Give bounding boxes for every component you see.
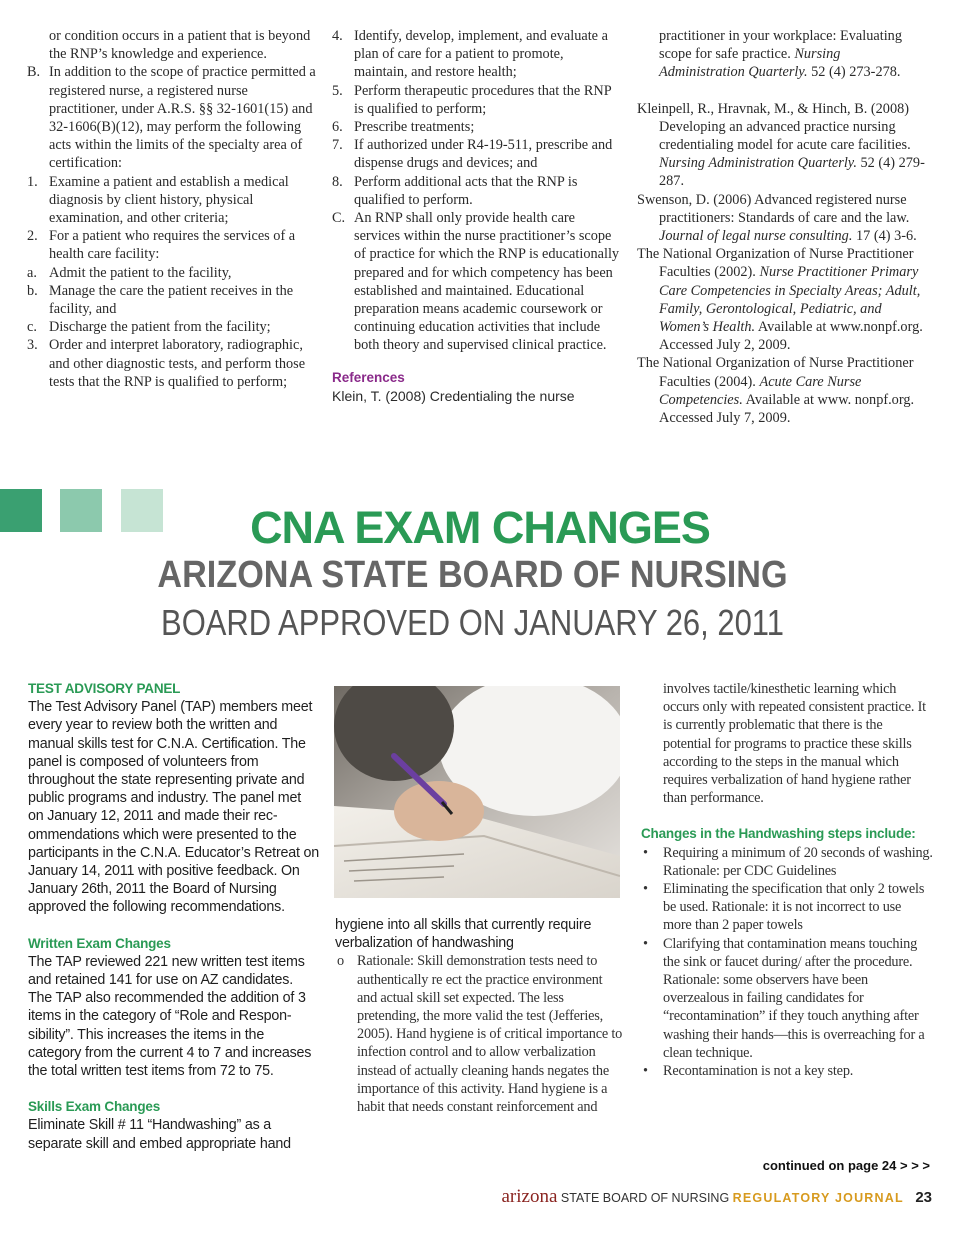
bullet-text: Eliminating the specification that only 2 towels be used. Rationale: it is not incorrect to use more than 2 paper towels (663, 881, 925, 934)
top-column-1 (27, 27, 317, 391)
list-item (27, 282, 317, 318)
top-column-3 (637, 27, 929, 427)
bullet-icon: • (643, 881, 648, 898)
list-item (27, 63, 317, 172)
list-text: Admit the patient to the facility, (49, 264, 232, 281)
list-text: Examine a patient and establish a medical diagnosis by client history, physical examination, and other criteria; (49, 173, 289, 227)
article-title: CNA EXAM CHANGES (250, 502, 710, 553)
list-marker: 5. (332, 82, 343, 99)
list-marker: B. (27, 64, 41, 81)
list-text: Manage the care the patient receives in the facility, and (49, 282, 294, 318)
list-item (27, 264, 317, 282)
tap-paragraph: The Test Advisory Panel (TAP) members meet every year to review both the written and manual skills test for C.N.A. Certification. The panel is composed of volunteers from throughout the state representing private and public programs and industry. The panel met on January 12, 2011 and made their rec-ommendations which were presented to the participants in the C.N.A. Educator’s Retreat on January 14, 2011 with positive feedback. On January 26th, 2011 the Board of Nursing approved the following recommendations. (28, 699, 320, 916)
references-heading: References (332, 369, 405, 385)
article-subtitle: ARIZONA STATE BOARD OF NURSING (157, 554, 788, 596)
list-item (27, 173, 317, 228)
continued-link[interactable]: continued on page 24 > > > (762, 1158, 930, 1173)
footer-journal: REGULATORY JOURNAL (732, 1191, 904, 1205)
list-marker: 7. (332, 137, 343, 154)
list-text: For a patient who requires the services of a health care facility: (49, 228, 296, 263)
tap-heading: TEST ADVISORY PANEL (28, 681, 181, 696)
skills-exam-heading: Skills Exam Changes (28, 1099, 161, 1115)
list-text: Prescribe treatments; (354, 119, 475, 136)
article-column-1 (28, 680, 320, 1153)
rationale-marker: o (337, 953, 344, 970)
list-item (332, 27, 620, 82)
tactile-learning-paragraph: involves tactile/kinesthetic learning which occurs only with repeated consistent practice. It is currently problematic that there is the potential for programs to practice these skills according to the steps in the manual which requires verbalization of hand hygiene rather than performance. (663, 681, 926, 807)
handwashing-heading: Changes in the Handwashing steps include: (641, 826, 916, 842)
list-text: or condition occurs in a patient that is beyond the RNP’s knowledge and experience. (49, 28, 311, 63)
bullet-icon: • (643, 935, 648, 952)
top-column-2 (332, 27, 620, 405)
page-number: 23 (915, 1189, 932, 1206)
handwashing-bullet (641, 1062, 933, 1080)
rationale-item (335, 952, 625, 1116)
list-marker: 8. (332, 173, 343, 190)
list-marker: 3. (27, 337, 38, 354)
list-marker: c. (27, 319, 37, 336)
handwashing-bullet (641, 935, 933, 1062)
ref-klein-line1: Klein, T. (2008) Credentialing the nurse (332, 387, 575, 404)
hand-hygiene-paragraph: hygiene into all skills that currently require verbalization of handwashing (335, 917, 592, 952)
bullet-icon: • (643, 1063, 648, 1080)
list-text: Perform additional acts that the RNP is qualified to perform. (354, 173, 578, 208)
ref-nonpf-2004: The National Organization of Nurse Practitioner Faculties (2004). Acute Care Nurse Competencies. Available at www. nonpf.org. Accessed July 7, 2009. (637, 355, 915, 427)
list-text: Identify, develop, implement, and evaluate a plan of care for a patient to promote, maintain, and restore health; (354, 28, 608, 81)
list-item (332, 82, 620, 118)
list-text: If authorized under R4-19-511, prescribe and dispense drugs and devices; and (354, 137, 613, 172)
list-item (332, 118, 620, 136)
list-marker: 2. (27, 228, 38, 245)
ref-klein-cont: practitioner in your workplace: Evaluating scope for safe practice. Nursing Administration Quarterly. 52 (4) 273-278. (659, 28, 902, 81)
list-text: Discharge the patient from the facility; (49, 319, 271, 336)
article-approved-date: BOARD APPROVED ON JANUARY 26, 2011 (161, 602, 784, 643)
list-item (332, 136, 620, 172)
ref-nonpf-2002: The National Organization of Nurse Practitioner Faculties (2002). Nurse Practitioner Primary Care Competencies in Specialty Areas; Adult, Family, Gerontological, Pediatric, and Women’s Health. Available at www.nonpf.org. Accessed July 2, 2009. (637, 246, 923, 354)
article-column-2 (335, 916, 625, 1116)
list-item (332, 173, 620, 209)
bullet-text: Clarifying that contamination means touching the sink or faucet during/ after the procedure. Rationale: some observers have been overzealous in failing candidates for “recontamination” if they touch anything after washing their hands—this is overreaching for a clean technique. (663, 935, 925, 1061)
footer-org: STATE BOARD OF NURSING (560, 1191, 730, 1205)
list-marker: b. (27, 282, 38, 299)
list-item (27, 336, 317, 391)
handwashing-bullet (641, 880, 933, 935)
handwashing-bullets (641, 844, 933, 1081)
page-footer (501, 1186, 932, 1208)
students-writing-photo (334, 686, 620, 898)
bullet-text: Recontamination is not a key step. (663, 1063, 854, 1080)
list-marker: 1. (27, 173, 38, 190)
list-item (27, 318, 317, 336)
bullet-text: Requiring a minimum of 20 seconds of washing. Rationale: per CDC Guidelines (663, 844, 933, 879)
ref-swenson: Swenson, D. (2006) Advanced registered nurse practitioners: Standards of care and the law. Journal of legal nurse consulting. 17 (4) 3-6. (637, 191, 917, 245)
list-text: Order and interpret laboratory, radiographic, and other diagnostic tests, and perform those tests that the RNP is qualified to perform; (49, 337, 306, 390)
list-marker: 6. (332, 119, 343, 136)
written-exam-paragraph: The TAP reviewed 221 new written test items and retained 141 for use on AZ candidates. The TAP also recommended the addition of 3 items in the category of “Role and Respon-sibility”. This increases the items in the category from the current 4 to 7 and increases the total written test items from 72 to 75. (28, 953, 312, 1080)
handwashing-bullet (641, 844, 933, 880)
article-column-3 (641, 680, 933, 1080)
bullet-icon: • (643, 844, 648, 861)
ref-kleinpell: Kleinpell, R., Hravnak, M., & Hinch, B. (2008) Developing an advanced practice nursing credentialing model for acute care facilities. Nursing Administration Quarterly. 52 (4) 279-287. (637, 100, 925, 190)
list-text: An RNP shall only provide health care services within the nurse practitioner’s scope of practice for which the RNP is educationally prepared and for which competency has been established and maintained. Educational preparation means academic coursework or continuing education activities that include both theory and supervised clinical practice. (354, 210, 620, 354)
list-item (27, 227, 317, 263)
written-exam-heading: Written Exam Changes (28, 935, 171, 951)
list-text: Perform therapeutic procedures that the RNP is qualified to perform; (354, 82, 612, 117)
list-item (332, 209, 620, 355)
list-marker: 4. (332, 28, 343, 44)
list-item (27, 27, 317, 63)
list-marker: a. (27, 264, 37, 281)
rationale-text: Rationale: Skill demonstration tests need to authentically re ect the practice environment and actual skill set expected. The less pretending, the more valid the test (Jefferies, 2005). Hand hygiene is of critical importance to infection control and to allow verbalization instead of actually cleaning hands negates the importance of this activity. Hand hygiene is a habit that needs constant reinforcement and (357, 953, 623, 1116)
list-marker: C. (332, 210, 346, 227)
photo-students-writing-icon (334, 686, 620, 898)
skills-exam-paragraph: Eliminate Skill # 11 “Handwashing” as a separate skill and embed appropriate hand (28, 1117, 291, 1152)
list-text: In addition to the scope of practice permitted a registered nurse, a registered nurse practitioner, under A.R.S. §§ 32-1601(15) and 32-1606(B)(12), may perform the following acts within the limits of the specialty area of certification: (49, 64, 316, 172)
footer-brand: arizona (501, 1186, 558, 1207)
